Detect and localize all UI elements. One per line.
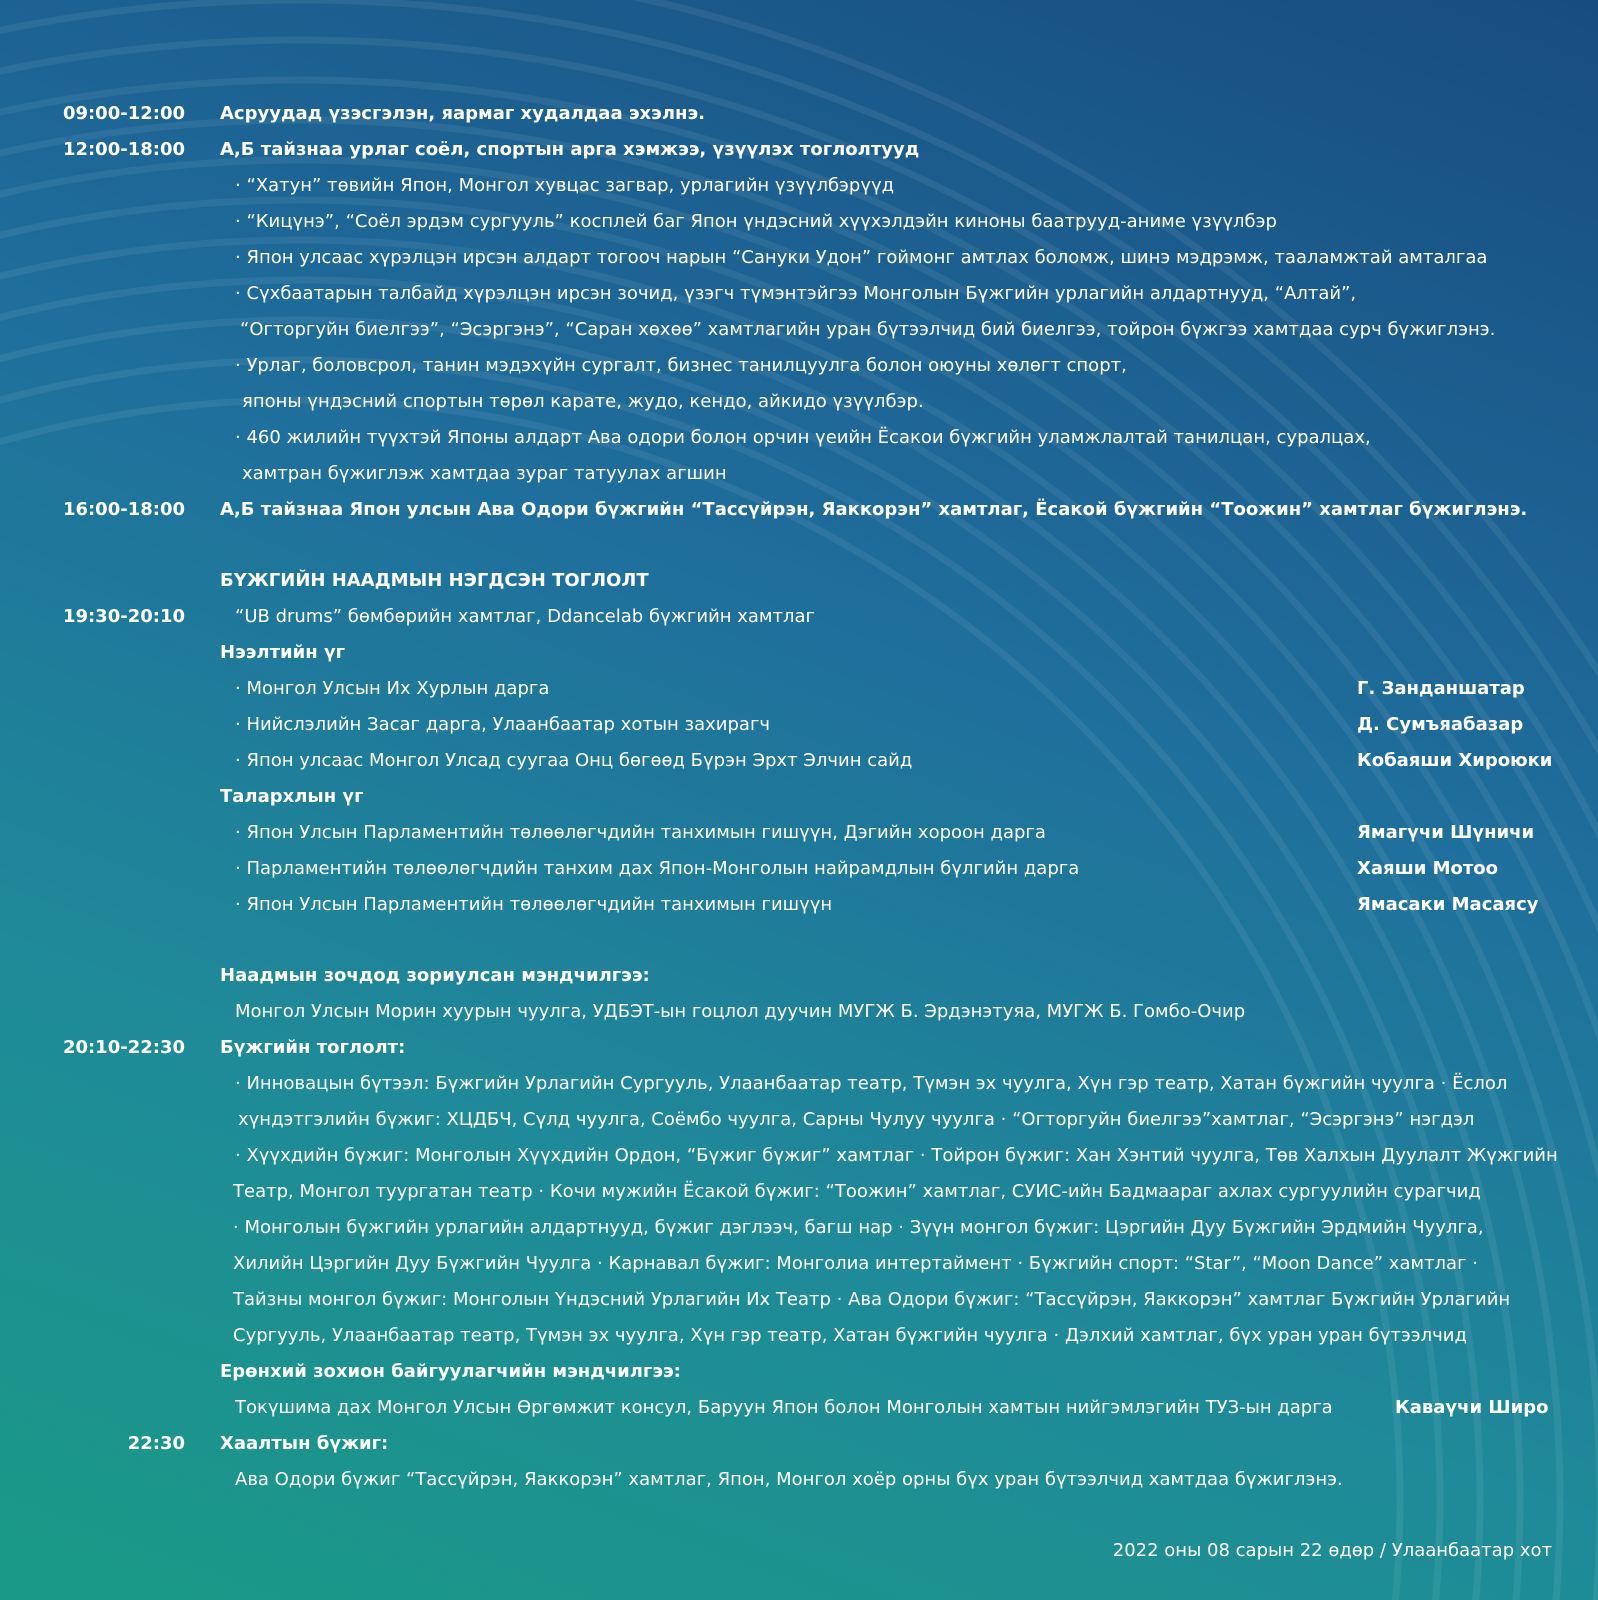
speaker-row — [0, 710, 1598, 740]
speaker-name: Ямасаки Масаясу — [1357, 894, 1539, 915]
speaker-name: Кобаяши Хироюки — [1357, 750, 1553, 771]
time-label: 19:30-20:10 — [62, 606, 185, 627]
list-item: Тайзны монгол бүжиг: Монголын Үндэсний Урлагийн Их Театр · Ава Одори бүжиг: “Тассүйрэн, Яаккорэн” хамтлаг Бүжгийн Урлагийн — [233, 1289, 1511, 1310]
event-text: “UB drums” бөмбөрийн хамтлаг, Ddancelab бүжгийн хамтлаг — [235, 606, 815, 627]
list-item: Сургууль, Улаанбаатар театр, Түмэн эх чуулга, Хүн гэр театр, Хатан бүжгийн чуулга · Дэлхий хамтлаг, бүх уран уран бүтээлчид — [233, 1325, 1467, 1346]
schedule-row — [0, 1429, 1598, 1459]
sub-heading: Ерөнхий зохион байгуулагчийн мэндчилгээ: — [220, 1361, 681, 1382]
schedule-row — [0, 135, 1598, 165]
speaker-role: · Япон Улсын Парламентийн төлөөлөгчдийн танхимын гишүүн, Дэгийн хороон дарга — [235, 822, 1046, 843]
speaker-row — [0, 818, 1598, 848]
time-label: 20:10-22:30 — [62, 1037, 185, 1058]
sub-heading: Талархлын үг — [220, 786, 364, 807]
list-item: Театр, Монгол туургатан театр · Кочи мужийн Ёсакой бүжиг: “Тоожин” хамтлаг, СУИС-ийн Бадмаараг ахлах сургуулийн сурагчид — [233, 1181, 1481, 1202]
list-item: японы үндэсний спортын төрөл карате, жудо, кендо, айкидо үзүүлбэр. — [242, 391, 924, 412]
list-item: · Япон улсаас хүрэлцэн ирсэн алдарт тогооч нарын “Сануки Удон” гоймонг амтлах боломж, шинэ мэдрэмж, тааламжтай амталгаа — [235, 247, 1488, 268]
date-location-footer: 2022 оны 08 сарын 22 өдөр / Улаанбаатар хот — [1112, 1540, 1552, 1561]
schedule-row — [0, 99, 1598, 129]
list-item: · Инновацын бүтээл: Бүжгийн Урлагийн Сургууль, Улаанбаатар театр, Түмэн эх чуулга, Хүн гэр театр, Хатан бүжгийн чуулга · Ёслол — [235, 1073, 1508, 1094]
time-label: 09:00-12:00 — [62, 103, 185, 124]
speaker-name: Каваүчи Широ — [1395, 1397, 1549, 1418]
list-item: · “Кицүнэ”, “Соёл эрдэм сургууль” косплей баг Япон үндэсний хүүхэлдэйн киноны баатрууд-аниме үзүүлбэр — [235, 211, 1277, 232]
list-item: · “Хатун” төвийн Япон, Монгол хувцас загвар, урлагийн үзүүлбэрүүд — [235, 175, 895, 196]
time-label: 22:30 — [127, 1433, 185, 1454]
time-label: 16:00-18:00 — [62, 499, 185, 520]
event-text: Монгол Улсын Морин хуурын чуулга, УДБЭТ-ын гоцлол дуучин МУГЖ Б. Эрдэнэтуяа, МУГЖ Б. Гомбо-Очир — [235, 1001, 1246, 1022]
list-item: · 460 жилийн түүхтэй Японы алдарт Ава одори болон орчин үеийн Ёсакои бүжгийн уламжлалтай танилцан, суралцах, — [235, 427, 1371, 448]
list-item: · Урлаг, боловсрол, танин мэдэхүйн сургалт, бизнес танилцуулга болон оюуны хөлөгт спорт, — [235, 355, 1127, 376]
schedule-row — [0, 602, 1598, 632]
list-item: хамтран бүжиглэж хамтдаа зураг татуулах агшин — [242, 463, 727, 484]
list-item: Хилийн Цэргийн Дуу Бүжгийн Чуулга · Карнавал бүжиг: Монголиа интертаймент · Бүжгийн спорт: “Star”, “Moon Dance” хамтлаг · — [233, 1253, 1478, 1274]
speaker-role: · Монгол Улсын Их Хурлын дарга — [235, 678, 550, 699]
speaker-row — [0, 746, 1598, 776]
sub-heading: Наадмын зочдод зориулсан мэндчилгээ: — [220, 965, 650, 986]
sub-heading: Нээлтийн үг — [220, 642, 346, 663]
event-title: Бүжгийн тоглолт: — [220, 1037, 406, 1058]
list-item: хүндэтгэлийн бүжиг: ХЦДБЧ, Сүлд чуулга, Соёмбо чуулга, Сарны Чулуу чуулга · “Огторгуйн биелгээ”хамтлаг, “Эсэргэнэ” нэгдэл — [238, 1109, 1475, 1130]
speaker-row — [0, 674, 1598, 704]
list-item: · Монголын бүжгийн урлагийн алдартнууд, бүжиг дэглээч, багш нар · Зүүн монгол бүжиг: Цэргийн Дуу Бүжгийн Эрдмийн Чуулга, — [233, 1217, 1484, 1238]
event-title: А,Б тайзнаа Япон улсын Ава Одори бүжгийн “Тассүйрэн, Яаккорэн” хамтлаг, Ёсакой бүжгийн “Тоожин” хамтлаг бүжиглэнэ. — [220, 499, 1528, 520]
speaker-name: Хаяши Мотоо — [1357, 858, 1499, 879]
section-heading: БҮЖГИЙН НААДМЫН НЭГДСЭН ТОГЛОЛТ — [220, 570, 649, 591]
event-title: Хаалтын бүжиг: — [220, 1433, 389, 1454]
list-item: · Сүхбаатарын талбайд хүрэлцэн ирсэн зочид, үзэгч түмэнтэйгээ Монголын Бүжгийн урлагийн алдартнууд, “Алтай”, — [235, 283, 1357, 304]
speaker-role: · Парламентийн төлөөлөгчдийн танхим дах Япон-Монголын найрамдлын бүлгийн дарга — [235, 858, 1080, 879]
speaker-role: · Нийслэлийн Засаг дарга, Улаанбаатар хотын захирагч — [235, 714, 771, 735]
event-title: Асруудад үзэсгэлэн, яармаг худалдаа эхэлнэ. — [220, 103, 705, 124]
speaker-row — [0, 1393, 1598, 1423]
speaker-name: Д. Сумъяабазар — [1357, 714, 1524, 735]
event-title: А,Б тайзнаа урлаг соёл, спортын арга хэмжээ, үзүүлэх тоглолтууд — [220, 139, 920, 160]
list-item: “Огторгуйн биелгээ”, “Эсэргэнэ”, “Саран хөхөө” хамтлагийн уран бүтээлчид бий биелгээ, тойрон бүжгээ хамтдаа сурч бүжиглэнэ. — [240, 319, 1496, 340]
speaker-row — [0, 890, 1598, 920]
speaker-row — [0, 854, 1598, 884]
event-text: Ава Одори бүжиг “Тассүйрэн, Яаккорэн” хамтлаг, Япон, Монгол хоёр орны бүх уран бүтээлчид хамтдаа бүжиглэнэ. — [235, 1469, 1343, 1490]
speaker-role: · Япон Улсын Парламентийн төлөөлөгчдийн танхимын гишүүн — [235, 894, 833, 915]
schedule-row — [0, 1033, 1598, 1063]
speaker-name: Ямагүчи Шүничи — [1357, 822, 1535, 843]
speaker-role: Токүшима дах Монгол Улсын Өргөмжит консул, Баруун Япон болон Монголын хамтын нийгэмлэгийн ТУЗ-ын дарга — [235, 1397, 1333, 1418]
list-item: · Хүүхдийн бүжиг: Монголын Хүүхдийн Ордон, “Бүжиг бүжиг” хамтлаг · Тойрон бүжиг: Хан Хэнтий чуулга, Төв Халхын Дуулалт Жүжгийн — [235, 1145, 1558, 1166]
time-label: 12:00-18:00 — [62, 139, 185, 160]
schedule-row — [0, 495, 1598, 525]
speaker-name: Г. Занданшатар — [1357, 678, 1525, 699]
speaker-role: · Япон улсаас Монгол Улсад суугаа Онц бөгөөд Бүрэн Эрхт Элчин сайд — [235, 750, 913, 771]
